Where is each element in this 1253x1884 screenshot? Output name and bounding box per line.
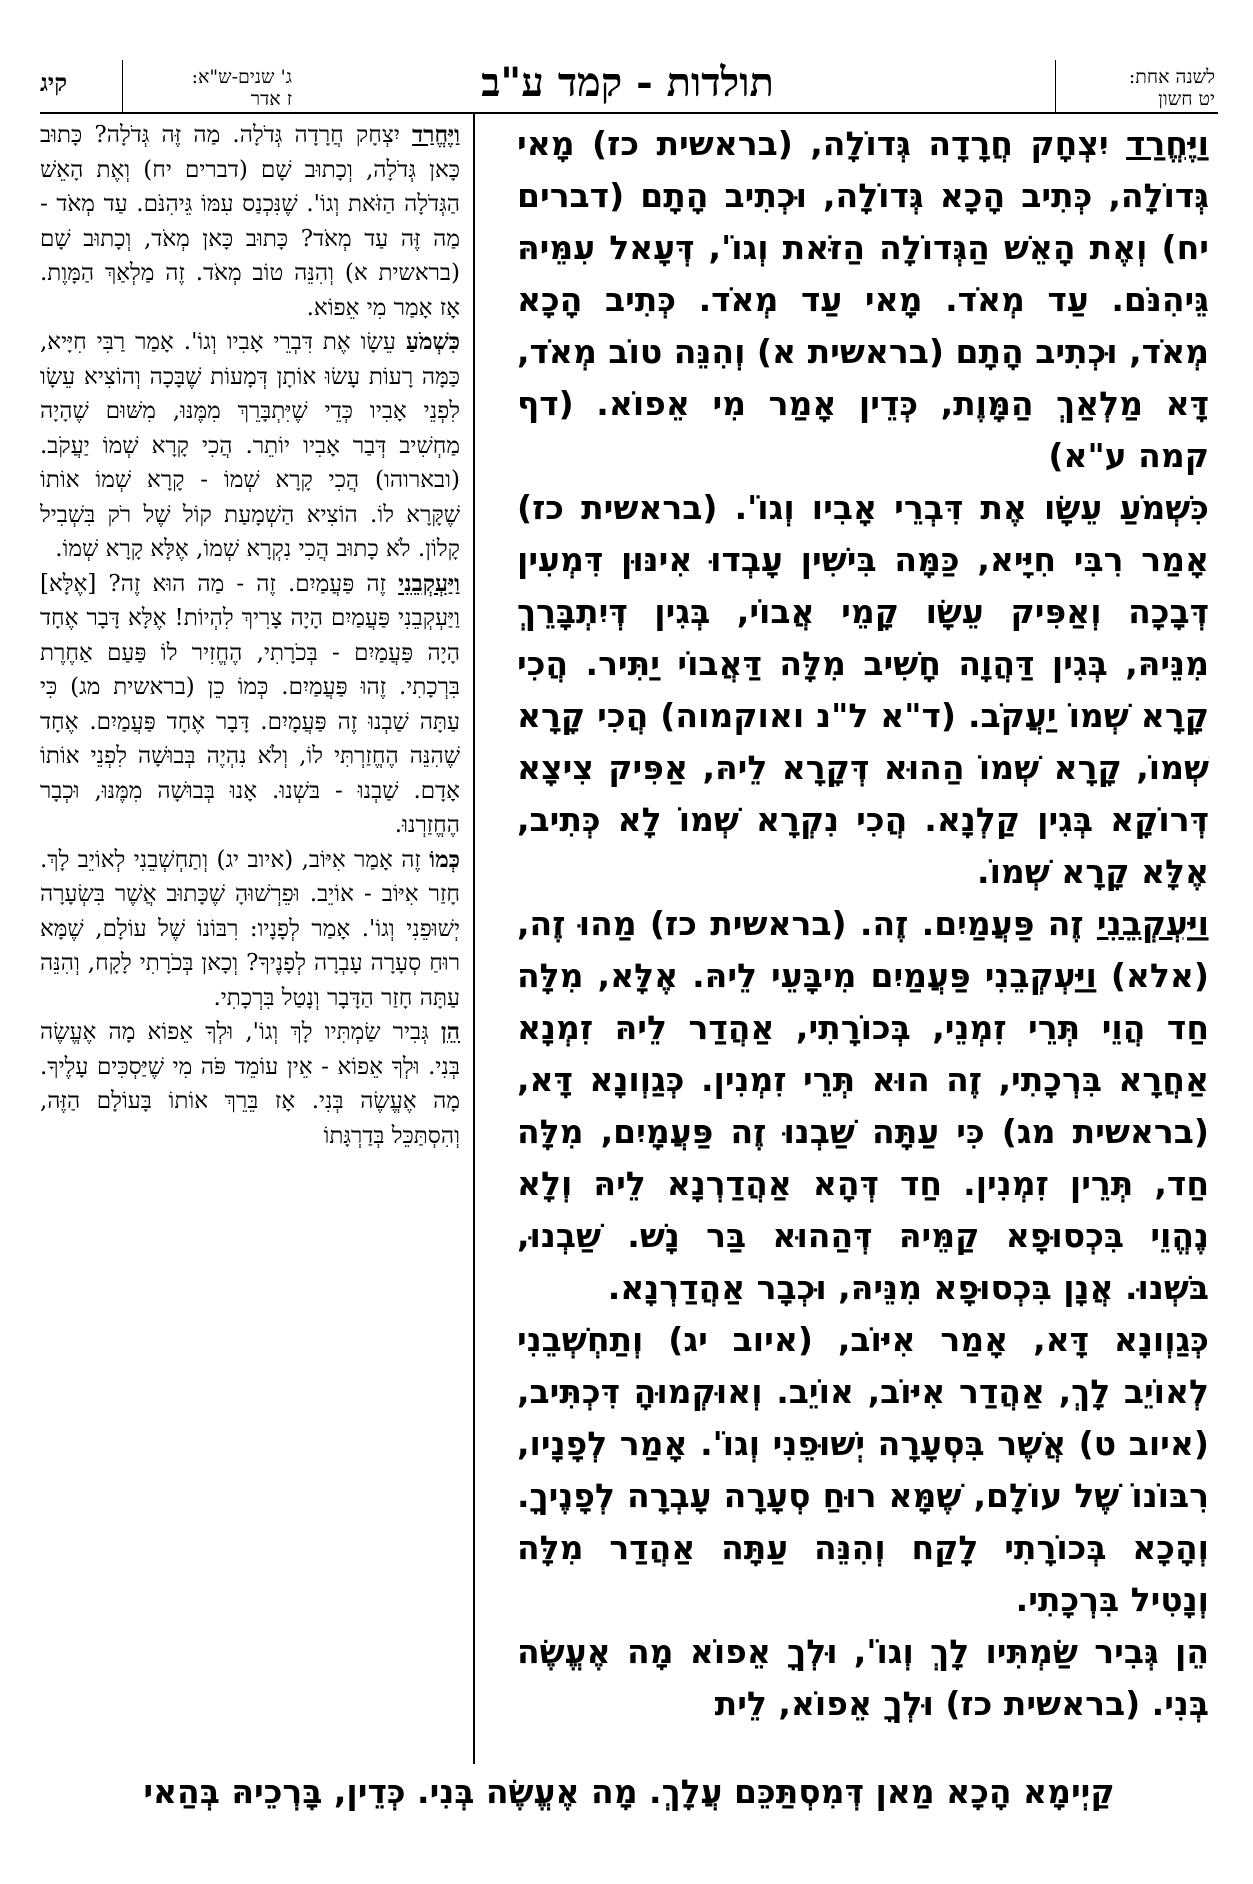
- main-paragraph: [517, 1314, 1209, 1626]
- paragraph-text: יִצְחָק חֲרָדָה גְּדוֹלָה, (בראשית כז) מָאי גְּדוֹלָה, כְּתִיב הָכָא גְּדוֹלָה, וּכְתִיב הָתָם (דברים יח) וְאֶת הָאֵשׁ הַגְּדוֹלָה הַזֹּאת וְגוֹ', דְּעָאל עִמֵּיהּ גֵּיהִנֹּם. עַד מְאֹד. מָאי עַד מְאֹד. כְּתִיב הָכָא מְאֹד, וּכְתִיב הָתָם (בראשית א) וְהִנֵּה טוֹב מְאֹד, דָּא מַלְאַךְ הַמָּוֶת, כְּדֵין אָמַר מִי אֵפוֹא. (דף קמה ע"א): [517, 124, 1209, 475]
- main-column: [517, 118, 1209, 1763]
- header-divider-left: [122, 60, 123, 112]
- paragraph-lead-word: כְּגַוְונָא: [1113, 1320, 1209, 1359]
- page-title: תולדות - קמד ע"ב: [481, 59, 774, 106]
- paragraph-lead-word: הֵן: [440, 1018, 460, 1045]
- main-paragraph: [517, 1626, 1209, 1730]
- paragraph-text: עֵשָׂו אֶת דִּבְרֵי אָבִיו וְגוֹ'. (בראשית כז) אָמַר רִבִּי חִיָּיא, כַּמָּה בִּישִׁין עָבְדוּ אִינּוּן דִּמְעִין דְּבָכָה וְאַפִּיק עֵשָׂו קָמֵי אֲבוֹי, בְּגִין דְּיִתְבָּרֵךְ מִנֵּיהּ, בְּגִין דַּהֲוָה חָשִׁיב מִלָּה דַּאֲבוֹי יַתִּיר. הֲכִי קָרָא שְׁמוֹ יַעֲקֹב. (ד"א ל"נ ואוקמוה) הֲכִי קָרָא שְׁמוֹ, קָרָא שְׁמוֹ הַהוּא דְּקָרָא לֵיהּ, אַפִּיק צִיצָא דְּרוֹקָא בְּגִין קַלְנָא. הֲכִי נִקְרָא שְׁמוֹ לָא כְּתִיב, אֶלָּא קָרָא שְׁמוֹ.: [517, 488, 1209, 891]
- side-paragraph: [40, 325, 460, 567]
- page-number: קיג: [40, 68, 68, 97]
- paragraph-lead-word: כְּמוֹ: [429, 845, 460, 873]
- main-continuation-line: קַיְימָא הָכָא מַאן דְּמִסְתַּכֵּם עֲלָךְ. מָה אֶעֱשֶׂה בְּנִי. כְּדֵין, בָּרְכֵיהּ בְּהַאי: [143, 1772, 1115, 1811]
- side-paragraph: [40, 1015, 460, 1153]
- header-rule: [40, 112, 1218, 114]
- paragraph-text: דָּא, אָמַר אִיּוֹב, (איוב יג) וְתַחְשְׁבֵנִי לְאוֹיֵב לָךְ, אַהֲדַר אִיּוֹב, אוֹיֵב. וְאוּקְמוּהָ דִּכְתִּיב, (איוב ט) אֲשֶׁר בִּסְעָרָה יְשׁוּפֵנִי וְגוֹ'. אָמַר לְפָנָיו, רִבּוֹנוֹ שֶׁל עוֹלָם, שֶׁמָּא רוּחַ סְעָרָה עָבְרָה לְפָנֶיךָ. וְהָכָא בְּכוֹרָתִי לָקַח וְהִנֵּה עַתָּה אַהֲדַר מִלָּה וְנָטִיל בִּרְכָתִי.: [517, 1320, 1209, 1619]
- paragraph-lead-word: כִּשְׁמֹעַ: [405, 328, 460, 355]
- date-three-years: [122, 66, 292, 110]
- paragraph-text: זֶה פַּעֲמַיִם. זֶה. (בראשית כז) מַהוּ זֶה, (אלא) וַיַּעְקְבֵנִי פַּעֲמַיִם מִיבָּעֵי לֵיהּ. אֶלָּא, מִלָּה חַד הֲוֵי תְּרֵי זִמְנֵי, בְּכוֹרָתִי, אַהֲדַר לֵיהּ זִמְנָא אַחֲרָא בִּרְכָתִי, זֶה הוּא תְּרֵי זִמְנִין. כְּגַוְונָא דָּא, (בראשית מג) כִּי עַתָּה שַׁבְנוּ זֶה פַּעֲמָיִם, מִלָּה חַד, תְּרֵין זִמְנִין. חַד דְּהָא אַהֲדַרְנָא לֵיהּ וְלָא נֶהֱוֵי בִּכְסוּפָא קַמֵּיהּ דְּהַהוּא בַּר נָשׁ. שַׁבְנוּ, בּשְׁנוּ. אֲנָן בִּכְסוּפָא מִנֵּיהּ, וּכְבָר אַהֲדַרְנָא.: [517, 904, 1209, 1307]
- paragraph-text: יִצְחָק חֲרָדָה גְּדֹלָה. מַה זֶּה גְּדֹלָה? כָּתוּב כָּאן גְּדֹלָה, וְכָתוּב שָׁם (דברים יח) וְאֶת הָאֵשׁ הַגְּדֹלָה הַזֹּאת וְגוֹ'. שֶׁנִּכְנַס עִמּוֹ גֵּיהִנֹּם. עַד מְאֹד - מַה זֶּה עַד מְאֹד? כָּתוּב כָּאן מְאֹד, וְכָתוּב שָׁם (בראשית א) וְהִנֵּה טוֹב מְאֹד. זֶה מַלְאַךְ הַמָּוֶת. אָז אָמַר מִי אֵפוֹא.: [40, 122, 460, 321]
- side-paragraph: [40, 118, 460, 325]
- paragraph-lead-word: הֵן: [1175, 1632, 1209, 1671]
- side-column: [40, 118, 460, 1763]
- main-paragraph: [517, 898, 1209, 1314]
- paragraph-text: גְּבִיר שַׂמְתִּיו לָךְ וְגוֹ', וּלְךָ אֵפוֹא מָה אֶעֱשֶׂה בְּנִי. (בראשית כז) וּלְךָ אֵפוֹא, לֵית: [517, 1632, 1209, 1723]
- paragraph-lead-word: וַיֶּחֱרַד: [1126, 124, 1209, 163]
- column-divider: [473, 114, 475, 1764]
- date-one-year-label: לשנה אחת:: [1128, 66, 1215, 88]
- paragraph-lead-word: כִּשְׁמֹעַ: [1119, 488, 1209, 527]
- paragraph-lead-word: וַיֶּחֱרַד: [412, 121, 460, 148]
- main-paragraph: [517, 482, 1209, 898]
- side-paragraph: [40, 843, 460, 1016]
- main-paragraph: [517, 118, 1209, 482]
- paragraph-text: זֶה פַּעֲמַיִם. זֶה - מַה הוּא זֶה? [אֶלָּא] וַיַּעְקְבֵנִי פַּעֲמַיִם הָיָה צָרִיךְ לִהְיוֹת! אֶלָּא דָּבָר אֶחָד הָיָה פַּעֲמַיִם - בְּכֹרָתִי, הֶחֱזִיר לוֹ פַּעַם אַחֶרֶת בִּרְכָתִי. זֶהוּ פַּעֲמַיִם. כְּמוֹ כֵן (בראשית מג) כִּי עַתָּה שַׁבְנוּ זֶה פַּעֲמָיִם. דָּבָר אֶחָד פַּעֲמַיִם. אֶחָד שֶׁהִנֵּה הֶחֱזַרְתִּי לוֹ, וְלֹא נִהְיֶה בְּבוּשָׁה לִפְנֵי אוֹתוֹ אָדָם. שַׁבְנוּ - בּשְׁנוּ. אָנוּ בְּבוּשָׁה מִמֶּנּוּ, וּכְבָר הֶחֱזַרְנוּ.: [40, 570, 460, 838]
- paragraph-text: עֵשָׂו אֶת דִּבְרֵי אָבִיו וְגוֹ'. אָמַר רַבִּי חִיָּיא, כַּמָּה רָעוֹת עָשׂוּ אוֹתָן דְּמָעוֹת שֶׁבָּכָה וְהוֹצִיא עֵשָׂו לִפְנֵי אָבִיו כְּדֵי שֶׁיִּתְבָּרֵךְ מִמֶּנּוּ, מִשּׁוּם שֶׁהָיָה מַחְשִׁיב דְּבַר אָבִיו יוֹתֵר. הֲכִי קָרָא שְׁמוֹ יַעֲקֹב. (ובארוהו) הֲכִי קָרָא שְׁמוֹ - קָרָא שְׁמוֹ אוֹתוֹ שֶׁקָּרָא לוֹ. הוֹצִיא הַשְׁמָעַת קוֹל שֶׁל רֹק בִּשְׁבִיל קָלוֹן. לֹא כָתוּב הֲכִי נִקְרָא שְׁמוֹ, אֶלָּא קָרָא שְׁמוֹ.: [40, 329, 460, 562]
- side-paragraph: [40, 567, 460, 843]
- page-header: [40, 58, 1215, 110]
- date-one-year-value: יט חשון: [1158, 88, 1215, 110]
- header-divider-right: [1055, 60, 1056, 112]
- date-three-years-value: ז אדר: [250, 88, 292, 110]
- paragraph-lead-word: וַיַּעְקְבֵנִי: [398, 569, 460, 597]
- paragraph-lead-word: וַיַּעְקְבֵנִי: [1096, 904, 1209, 943]
- date-three-years-label: ג' שנים-ש"א:: [191, 66, 292, 88]
- paragraph-text: גְּבִיר שַׂמְתִּיו לָךְ וְגוֹ', וּלְךָ אֵפוֹא מָה אֶעֱשֶׂה בְּנִי. וּלְךָ אֵפוֹא - אֵין עוֹמֵד פֹּה מִי שֶׁיַּסְכִּים עָלֶיךָ. מָה אֶעֱשֶׂה בְּנִי. אָז בֵּרֵךְ אוֹתוֹ בָּעוֹלָם הַזֶּה, וְהִסְתַּכֵּל בְּדַרְגָּתוֹ: [40, 1019, 460, 1149]
- paragraph-text: זֶה אָמַר אִיּוֹב, (איוב יג) וְתַחְשְׁבֵנִי לְאוֹיֵב לָךְ. חָזַר אִיּוֹב - אוֹיֵב. וּפֵרְשׁוּהָ שֶׁכָּתוּב אֲשֶׁר בִּשְׂעָרָה יְשׁוּפֵנִי וְגוֹ'. אָמַר לְפָנָיו: רִבּוֹנוֹ שֶׁל עוֹלָם, שֶׁמָּא רוּחַ סְעָרָה עָבְרָה לְפָנֶיךָ? וְכָאן בְּכֹרָתִי לָקָח, וְהִנֵּה עַתָּה חָזַר הַדָּבָר וְנָטַל בִּרְכָתִי.: [40, 846, 460, 1011]
